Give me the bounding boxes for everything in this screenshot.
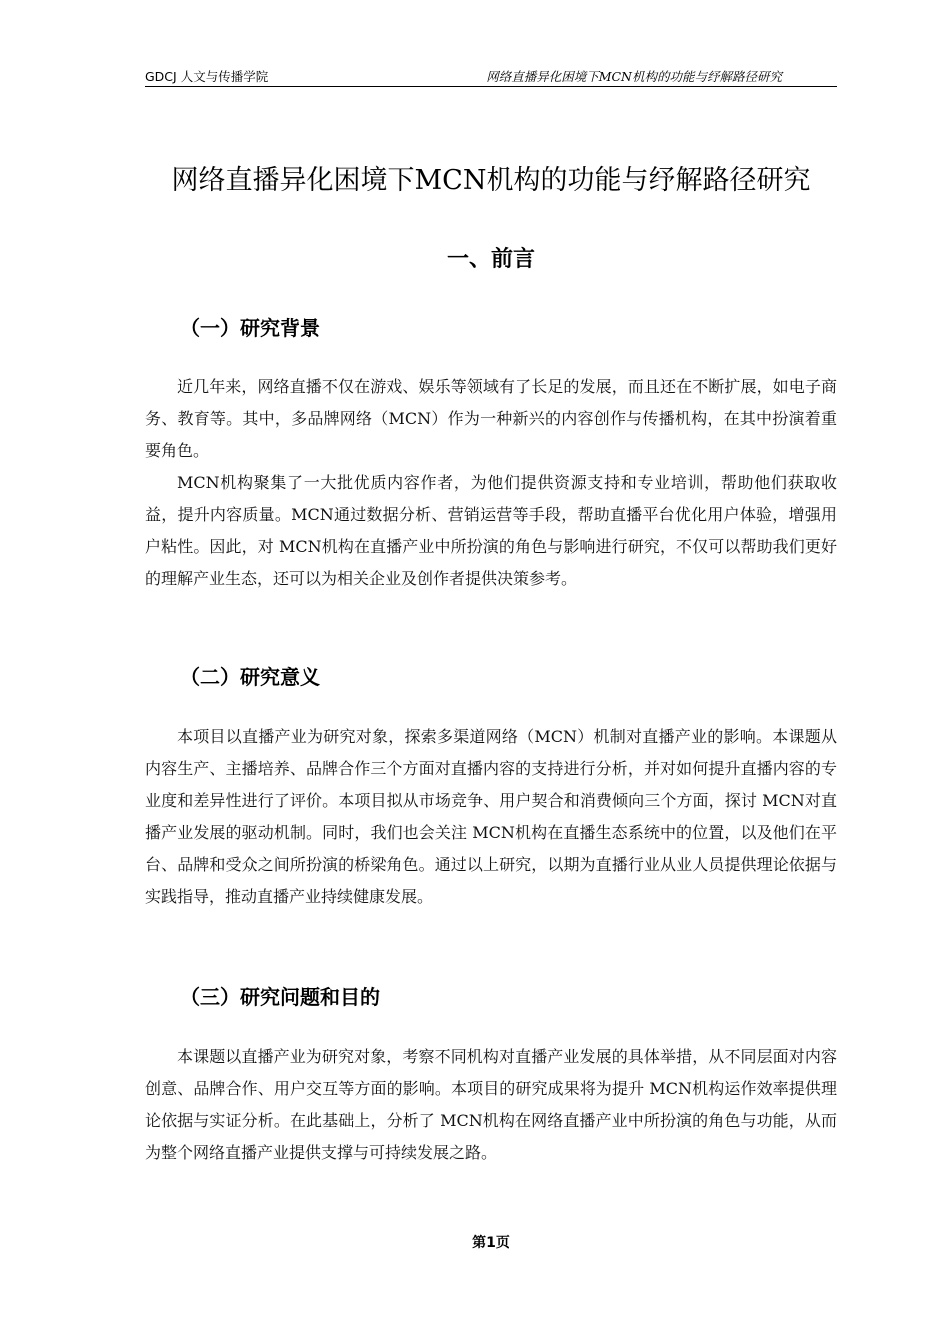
document-title: 网络直播异化困境下MCN机构的功能与纾解路径研究: [171, 165, 811, 196]
paragraph-significance: 本项目以直播产业为研究对象，探索多渠道网络（MCN）机制对直播产业的影响。本课题从内容生产、主播培养、品牌合作三个方面对直播内容的支持进行分析，并对如何提升直播内容的专业度和差异性进行了评价。本项目拟从市场竞争、用户契合和消费倾向三个方面，探讨 MCN对直播产业发展的驱动机制。同时，我们也会关注 MCN机构在直播生态系统中的位置，以及他们在平台、品牌和受众之间所扮演的桥梁角色。通过以上研究，以期为直播行业从业人员提供理论依据与实践指导，推动直播产业持续健康发展。: [145, 727, 837, 906]
section-heading-significance: （二）研究意义: [180, 665, 320, 689]
section-heading-background: （一）研究背景: [180, 316, 320, 340]
header-institution: GDCJ 人文与传播学院: [145, 69, 269, 84]
header-running-title: 网络直播异化困境下MCN机构的功能与纾解路径研究: [486, 69, 782, 84]
paragraph-background-2: MCN机构聚集了一大批优质内容作者，为他们提供资源支持和专业培训，帮助他们获取收益，提升内容质量。MCN通过数据分析、营销运营等手段，帮助直播平台优化用户体验，增强用户粘性。因此，对 MCN机构在直播产业中所扮演的角色与影响进行研究，不仅可以帮助我们更好的理解产业生态，还可以为相关企业及创作者提供决策参考。: [145, 473, 837, 588]
running-header: [145, 66, 837, 87]
paragraph-questions: 本课题以直播产业为研究对象，考察不同机构对直播产业发展的具体举措，从不同层面对内容创意、品牌合作、用户交互等方面的影响。本项目的研究成果将为提升 MCN机构运作效率提供理论依据与实证分析。在此基础上，分析了 MCN机构在网络直播产业中所扮演的角色与功能，从而为整个网络直播产业提供支撑与可持续发展之路。: [145, 1047, 837, 1162]
section-heading-questions: （三）研究问题和目的: [180, 985, 380, 1009]
paragraph-background-1: 近几年来，网络直播不仅在游戏、娱乐等领域有了长足的发展，而且还在不断扩展，如电子商务、教育等。其中，多品牌网络（MCN）作为一种新兴的内容创作与传播机构，在其中扮演着重要角色。: [145, 377, 837, 460]
page-number: 第1页: [472, 1235, 510, 1251]
chapter-heading: 一、前言: [446, 247, 535, 272]
